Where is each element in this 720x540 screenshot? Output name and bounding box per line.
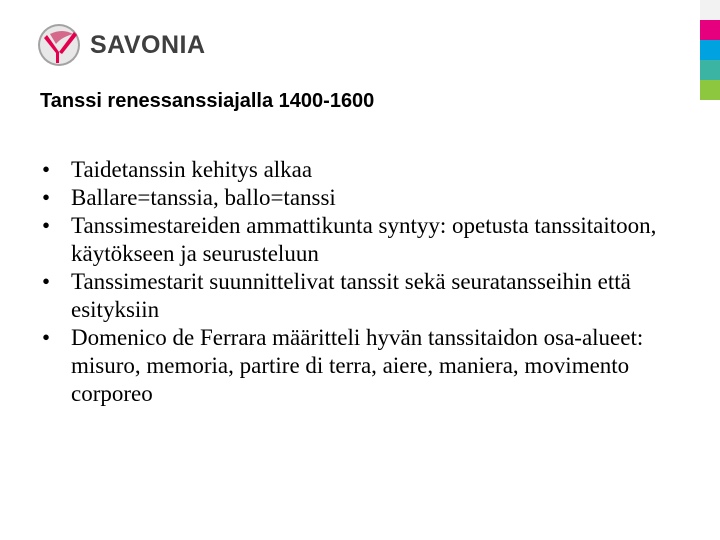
- stripe-block: [700, 20, 720, 40]
- bullet-dot: •: [42, 325, 51, 350]
- bullet-item: [40, 156, 660, 184]
- bullet-item: [40, 324, 660, 408]
- bullet-text: Tanssimestareiden ammattikunta syntyy: opetusta tanssitaitoon, käytökseen ja seurusteluun: [71, 213, 657, 266]
- bullet-dot: •: [42, 185, 51, 210]
- bullet-dot: •: [42, 157, 51, 182]
- logo-text: SAVONIA: [90, 30, 206, 59]
- savonia-logo: [36, 22, 206, 68]
- bullet-list: [40, 156, 660, 408]
- stripe-block: [700, 60, 720, 80]
- stripe-block: [700, 40, 720, 60]
- color-stripe: [700, 0, 720, 100]
- bullet-text: Tanssimestarit suunnittelivat tanssit sekä seuratansseihin että esityksiin: [71, 269, 631, 322]
- stripe-block: [700, 80, 720, 100]
- bullet-dot: •: [42, 213, 51, 238]
- bullet-item: [40, 184, 660, 212]
- slide-title: Tanssi renessanssiajalla 1400-1600: [40, 90, 375, 112]
- savonia-logo-mark-icon: [36, 22, 82, 68]
- bullet-text: Domenico de Ferrara määritteli hyvän tanssitaidon osa-alueet: misuro, memoria, partire di terra, aiere, maniera, movimento corporeo: [71, 325, 644, 406]
- bullet-dot: •: [42, 269, 51, 294]
- stripe-block: [700, 0, 720, 20]
- bullet-item: [40, 268, 660, 324]
- bullet-text: Ballare=tanssia, ballo=tanssi: [71, 185, 336, 210]
- bullet-text: Taidetanssin kehitys alkaa: [71, 157, 313, 182]
- bullet-item: [40, 212, 660, 268]
